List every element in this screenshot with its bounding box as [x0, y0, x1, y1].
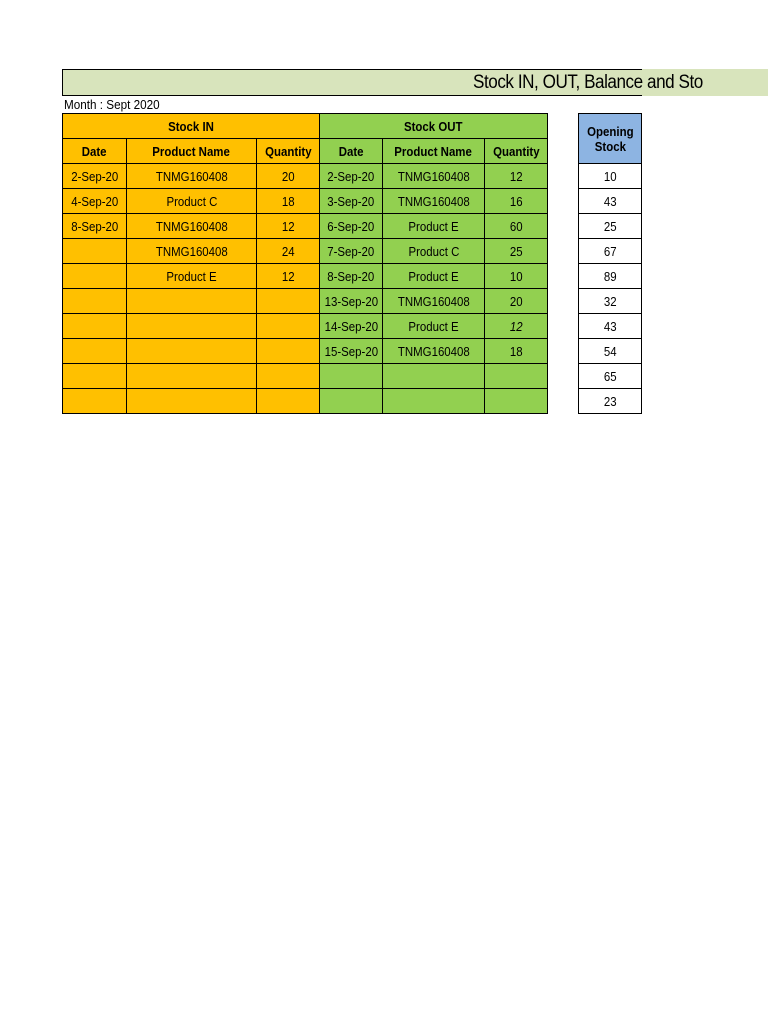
table-row [63, 189, 548, 214]
stock-in-product-name-cell[interactable]: TNMG160408 [127, 239, 257, 264]
stock-in-product-name-cell[interactable]: TNMG160408 [127, 164, 257, 189]
stock-out-quantity-cell[interactable]: 16 [485, 189, 548, 214]
stock-in-header: Stock IN [63, 114, 320, 139]
stock-out-date-cell[interactable]: 13-Sep-20 [320, 289, 383, 314]
stock-out-date-cell[interactable] [320, 364, 383, 389]
stock-out-date-column: Date [320, 139, 383, 164]
table-row [579, 164, 642, 189]
table-row [579, 389, 642, 414]
stock-in-date-cell[interactable]: 8-Sep-20 [63, 214, 127, 239]
stock-out-product-column: Product Name [383, 139, 485, 164]
table-row [63, 214, 548, 239]
stock-in-quantity-cell[interactable] [257, 289, 320, 314]
stock-table [62, 113, 548, 414]
stock-in-quantity-cell[interactable] [257, 314, 320, 339]
table-row [579, 339, 642, 364]
table-row [63, 164, 548, 189]
opening-stock-cell[interactable]: 67 [579, 239, 642, 264]
opening-stock-cell[interactable]: 25 [579, 214, 642, 239]
stock-in-date-cell[interactable] [63, 289, 127, 314]
opening-stock-table [578, 113, 642, 414]
table-row [63, 389, 548, 414]
stock-out-quantity-cell[interactable]: 25 [485, 239, 548, 264]
table-row [579, 364, 642, 389]
stock-out-date-cell[interactable] [320, 389, 383, 414]
stock-out-product-name-cell[interactable]: Product E [383, 214, 485, 239]
stock-out-product-name-cell[interactable] [383, 364, 485, 389]
table-row [579, 314, 642, 339]
table-row [63, 264, 548, 289]
stock-in-quantity-cell[interactable]: 18 [257, 189, 320, 214]
stock-out-quantity-cell[interactable]: 60 [485, 214, 548, 239]
stock-in-product-name-cell[interactable] [127, 364, 257, 389]
stock-in-quantity-cell[interactable]: 12 [257, 214, 320, 239]
stock-in-date-column: Date [63, 139, 127, 164]
opening-stock-cell[interactable]: 89 [579, 264, 642, 289]
table-row [63, 339, 548, 364]
month-label: Month : Sept 2020 [64, 97, 160, 112]
opening-stock-cell[interactable]: 43 [579, 189, 642, 214]
title-bar [62, 69, 703, 96]
stock-out-product-name-cell[interactable]: Product E [383, 314, 485, 339]
stock-out-quantity-column: Quantity [485, 139, 548, 164]
stock-in-product-name-cell[interactable]: Product E [127, 264, 257, 289]
stock-out-product-name-cell[interactable]: Product C [383, 239, 485, 264]
table-row [579, 189, 642, 214]
stock-out-date-cell[interactable]: 8-Sep-20 [320, 264, 383, 289]
stock-out-date-cell[interactable]: 15-Sep-20 [320, 339, 383, 364]
opening-stock-cell[interactable]: 43 [579, 314, 642, 339]
sheet-title: Stock IN, OUT, Balance and Sto [473, 72, 703, 93]
stock-in-product-column: Product Name [127, 139, 257, 164]
stock-out-header: Stock OUT [320, 114, 548, 139]
stock-in-quantity-cell[interactable] [257, 339, 320, 364]
stock-in-product-name-cell[interactable]: TNMG160408 [127, 214, 257, 239]
table-row [63, 364, 548, 389]
stock-in-date-cell[interactable] [63, 314, 127, 339]
stock-in-date-cell[interactable] [63, 339, 127, 364]
stock-out-quantity-cell[interactable] [485, 364, 548, 389]
stock-out-product-name-cell[interactable]: TNMG160408 [383, 289, 485, 314]
stock-out-quantity-cell[interactable]: 12 [485, 164, 548, 189]
table-row [579, 239, 642, 264]
table-row [63, 314, 548, 339]
stock-out-quantity-cell[interactable]: 20 [485, 289, 548, 314]
table-row [579, 264, 642, 289]
stock-out-date-cell[interactable]: 7-Sep-20 [320, 239, 383, 264]
opening-stock-header: Opening Stock [579, 114, 642, 164]
table-row [63, 289, 548, 314]
stock-out-quantity-cell[interactable]: 12 [485, 314, 548, 339]
stock-in-product-name-cell[interactable] [127, 314, 257, 339]
stock-in-quantity-cell[interactable]: 20 [257, 164, 320, 189]
table-row [579, 289, 642, 314]
stock-in-quantity-cell[interactable]: 12 [257, 264, 320, 289]
table-row [579, 214, 642, 239]
stock-out-quantity-cell[interactable] [485, 389, 548, 414]
stock-out-product-name-cell[interactable]: TNMG160408 [383, 339, 485, 364]
stock-in-product-name-cell[interactable] [127, 289, 257, 314]
opening-stock-cell[interactable]: 54 [579, 339, 642, 364]
stock-out-date-cell[interactable]: 6-Sep-20 [320, 214, 383, 239]
opening-stock-cell[interactable]: 32 [579, 289, 642, 314]
stock-in-product-name-cell[interactable]: Product C [127, 189, 257, 214]
stock-in-date-cell[interactable] [63, 239, 127, 264]
stock-out-date-cell[interactable]: 14-Sep-20 [320, 314, 383, 339]
table-row [63, 239, 548, 264]
stock-in-quantity-cell[interactable] [257, 389, 320, 414]
stock-in-date-cell[interactable] [63, 264, 127, 289]
opening-stock-cell[interactable]: 65 [579, 364, 642, 389]
stock-in-date-cell[interactable]: 4-Sep-20 [63, 189, 127, 214]
stock-in-quantity-cell[interactable] [257, 364, 320, 389]
stock-in-quantity-column: Quantity [257, 139, 320, 164]
stock-in-product-name-cell[interactable] [127, 389, 257, 414]
opening-stock-cell[interactable]: 10 [579, 164, 642, 189]
stock-out-product-name-cell[interactable]: TNMG160408 [383, 164, 485, 189]
stock-in-product-name-cell[interactable] [127, 339, 257, 364]
stock-out-date-cell[interactable]: 2-Sep-20 [320, 164, 383, 189]
stock-out-date-cell[interactable]: 3-Sep-20 [320, 189, 383, 214]
stock-out-product-name-cell[interactable] [383, 389, 485, 414]
stock-out-product-name-cell[interactable]: TNMG160408 [383, 189, 485, 214]
stock-in-date-cell[interactable] [63, 364, 127, 389]
stock-out-quantity-cell[interactable]: 18 [485, 339, 548, 364]
stock-out-product-name-cell[interactable]: Product E [383, 264, 485, 289]
opening-stock-cell[interactable]: 23 [579, 389, 642, 414]
stock-out-quantity-cell[interactable]: 10 [485, 264, 548, 289]
stock-in-date-cell[interactable] [63, 389, 127, 414]
stock-in-quantity-cell[interactable]: 24 [257, 239, 320, 264]
stock-in-date-cell[interactable]: 2-Sep-20 [63, 164, 127, 189]
